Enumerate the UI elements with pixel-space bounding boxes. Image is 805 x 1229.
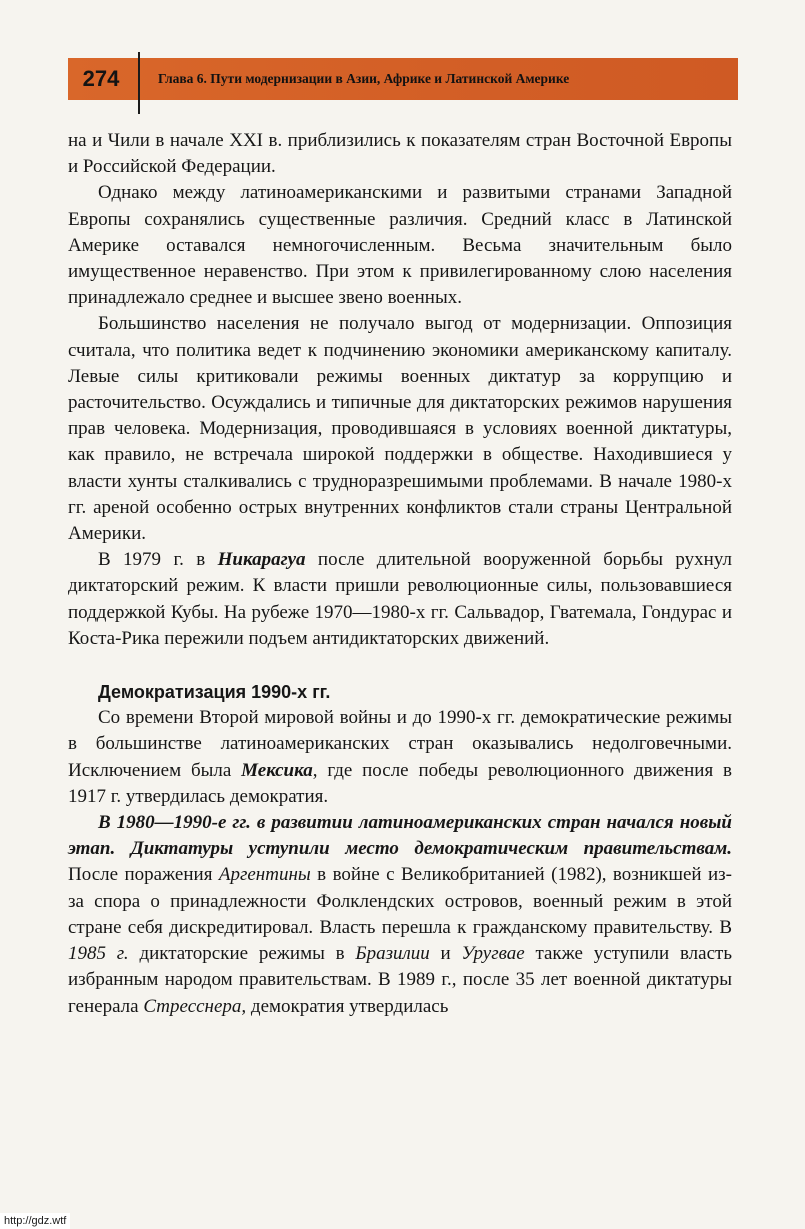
paragraph-4 [68, 547, 732, 652]
country-name-brazil: Бразилии [355, 943, 430, 965]
text-run: , где после победы революционного движения в 1917 г. утвердилась демократия. [68, 759, 732, 807]
person-name-stroessner: Стресснера, [143, 995, 247, 1017]
section-heading: Демократизация 1990-х гг. [98, 682, 331, 703]
text-run: В 1979 г. в [98, 549, 218, 571]
site-watermark: http://gdz.wtf [0, 1213, 70, 1229]
text-run: демократия утвердилась [246, 995, 449, 1017]
country-name-argentina: Аргентины [218, 864, 311, 886]
paragraph-3: Большинство населения не получало выгод от модернизации. Оппозиция считала, что политика ведет к подчинению экономики американскому капиталу. Левые силы критиковали режимы военных диктатур за коррупцию и расточительство. Осуждались и типичные для диктаторских режимов нарушения прав человека. Модернизация, проводившаяся в условиях военной диктатуры, как правило, не встречала широкой поддержки в обществе. Находившиеся у власти хунты сталкивались с трудноразрешимыми проблемами. В начале 1980-х гг. ареной особенно острых внутренних конфликтов стали страны Центральной Америки. [68, 313, 732, 545]
page-number: 274 [82, 66, 120, 91]
text-run: Со времени Второй мировой войны и до 1990-х гг. демократические режимы в большинстве латиноамериканских стран оказывались недолговечными. Исключением была [68, 707, 732, 781]
text-run: после длительной вооруженной борьбы рухнул диктаторский режим. К власти пришли революционные силы, пользовавшиеся поддержкой Кубы. На рубеже 1970—1980-х гг. Сальвадор, Гватемала, Гондурас и Коста-Рика пережили подъем антидиктаторских движений. [68, 549, 732, 649]
body-text [68, 128, 732, 1020]
country-name-mexico: Мексика [241, 759, 313, 781]
text-run: и [429, 943, 462, 965]
text-run: в войне с Великобританией (1982), возникшей из-за спора о принадлежности Фолклендских островов, военный режим в этой стране себя дискредитировал. Власть перешла к гражданскому правительству. В [68, 864, 732, 938]
country-name-nicaragua: Никарагуа [217, 549, 306, 571]
year-1985: 1985 г. [68, 943, 129, 965]
paragraph-2: Однако между латиноамериканскими и развитыми странами Западной Европы сохранялись существенные различия. Средний класс в Латинской Америке оставался немногочисленным. Весьма значительным было имущественное неравенство. При этом к привилегированному слою населения принадлежало среднее и высшее звено военных. [68, 182, 732, 309]
text-run: диктаторские режимы в [128, 943, 356, 965]
chapter-title: Глава 6. Пути модернизации в Азии, Африке и Латинской Америке [158, 71, 570, 86]
text-run: также уступили власть избранным народом правительствам. В 1989 г., после 35 лет военной диктатуры генерала [68, 943, 732, 1017]
country-name-uruguay: Уругвае [461, 943, 525, 965]
paragraph-6 [68, 810, 732, 1020]
section-spacer [68, 652, 732, 679]
paragraph-5 [68, 705, 732, 810]
paragraph-1: на и Чили в начале XXI в. приблизились к показателям стран Восточной Европы и Российской Федерации. [68, 130, 732, 178]
key-statement: В 1980—1990-е гг. в развитии латиноамериканских стран начался новый этап. Диктатуры уступили место демократическим правительствам. [68, 812, 732, 860]
text-run: После поражения [68, 864, 219, 886]
header-divider [138, 52, 140, 114]
